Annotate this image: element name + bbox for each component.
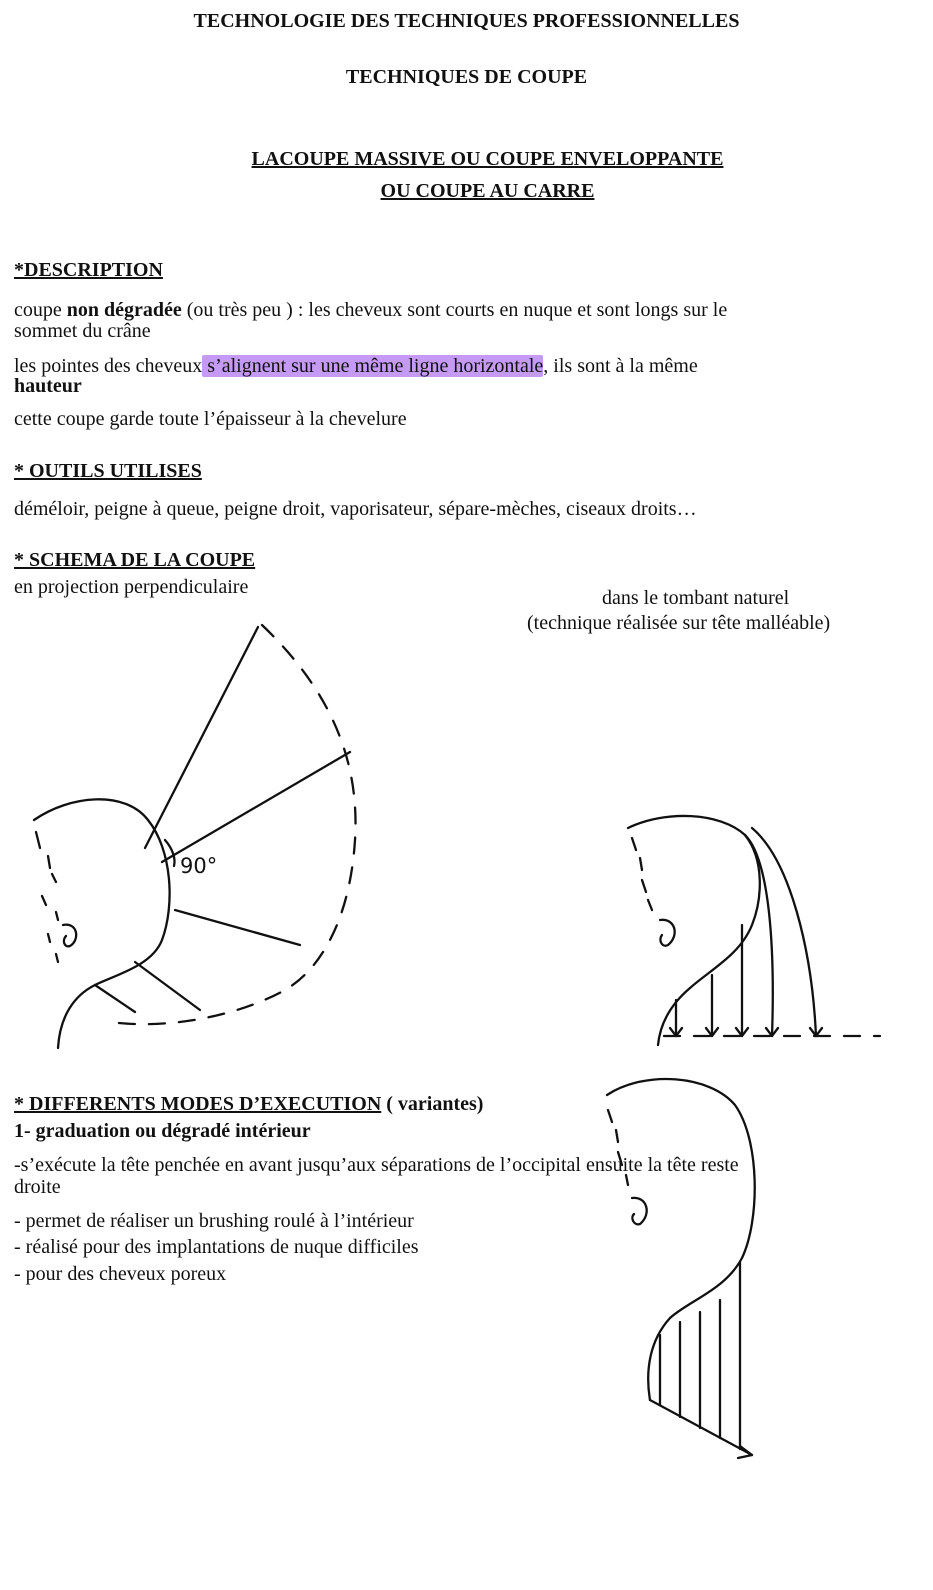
head-profile-1 (34, 799, 170, 1048)
non-degradee-bold: non dégradée (66, 299, 182, 321)
modes-line-1: -s’exécute la tête penchée en avant jusqu’aux séparations de l’occipital ensuite la tête reste (14, 1154, 739, 1176)
description-line-2: sommet du crâne (14, 320, 151, 342)
strand-5 (752, 828, 816, 1036)
arrow-heads-2 (670, 1028, 822, 1036)
description-line-1-a: coupe (14, 299, 67, 321)
schema-heading: * SCHEMA DE LA COUPE (14, 549, 256, 571)
ear-icon-3 (632, 1198, 647, 1224)
ear-icon-1 (63, 925, 76, 947)
guide-arc-1 (110, 625, 356, 1024)
header-line-2: TECHNIQUES DE COUPE (345, 66, 588, 88)
ear-icon-2 (660, 920, 675, 946)
perpendicular-projection-diagram (34, 625, 356, 1048)
modes-heading-suffix: ( variantes) (381, 1093, 484, 1115)
highlighted-phrase: s’alignent sur une même ligne horizontale (202, 355, 544, 377)
angle-label: 90° (180, 854, 218, 878)
modes-bullet-1: - permet de réaliser un brushing roulé à l’intérieur (14, 1210, 414, 1232)
outils-heading: * OUTILS UTILISES (14, 460, 202, 482)
header-line-1: TECHNOLOGIE DES TECHNIQUES PROFESSIONNELLES (193, 10, 740, 32)
modes-bullet-3: - pour des cheveux poreux (14, 1263, 227, 1285)
natural-fall-diagram (628, 816, 880, 1045)
description-line-5: cette coupe garde toute l’épaisseur à la chevelure (14, 408, 407, 430)
description-heading: *DESCRIPTION (14, 259, 163, 281)
modes-line-2: droite (14, 1176, 61, 1198)
description-line-3-b: , ils sont à la même (543, 355, 698, 377)
ray-2 (162, 752, 350, 862)
head-profile-2 (628, 816, 760, 1045)
title-line-2: OU COUPE AU CARRE (380, 180, 595, 202)
description-line-1-c: (ou très peu ) : les cheveux sont courts en nuque et sont longs sur le (181, 299, 728, 321)
modes-bullet-2: - réalisé pour des implantations de nuque difficiles (14, 1236, 419, 1258)
ray-4 (135, 962, 200, 1010)
outils-text: déméloir, peigne à queue, peigne droit, vaporisateur, sépare-mèches, ciseaux droits… (14, 498, 697, 520)
ray-3 (175, 910, 300, 945)
ray-5 (95, 985, 135, 1012)
face-marks-3 (608, 1110, 628, 1185)
description-line-4: hauteur (14, 375, 82, 397)
title-line-1: LACOUPE MASSIVE OU COUPE ENVELOPPANTE (251, 148, 724, 170)
schema-right-caption-2: (technique réalisée sur tête malléable) (527, 612, 831, 634)
description-line-3-a: les pointes des cheveux (14, 355, 203, 377)
vertical-lines-3 (660, 1262, 740, 1449)
modes-heading-main: * DIFFERENTS MODES D’EXECUTION (14, 1093, 382, 1115)
face-marks-1 (36, 832, 58, 962)
schema-right-caption-1: dans le tombant naturel (602, 587, 790, 609)
face-marks-2 (632, 838, 652, 910)
schema-left-caption: en projection perpendiculaire (14, 576, 249, 598)
modes-subheading-1: 1- graduation ou dégradé intérieur (14, 1120, 311, 1142)
interior-graduation-diagram (607, 1079, 755, 1458)
